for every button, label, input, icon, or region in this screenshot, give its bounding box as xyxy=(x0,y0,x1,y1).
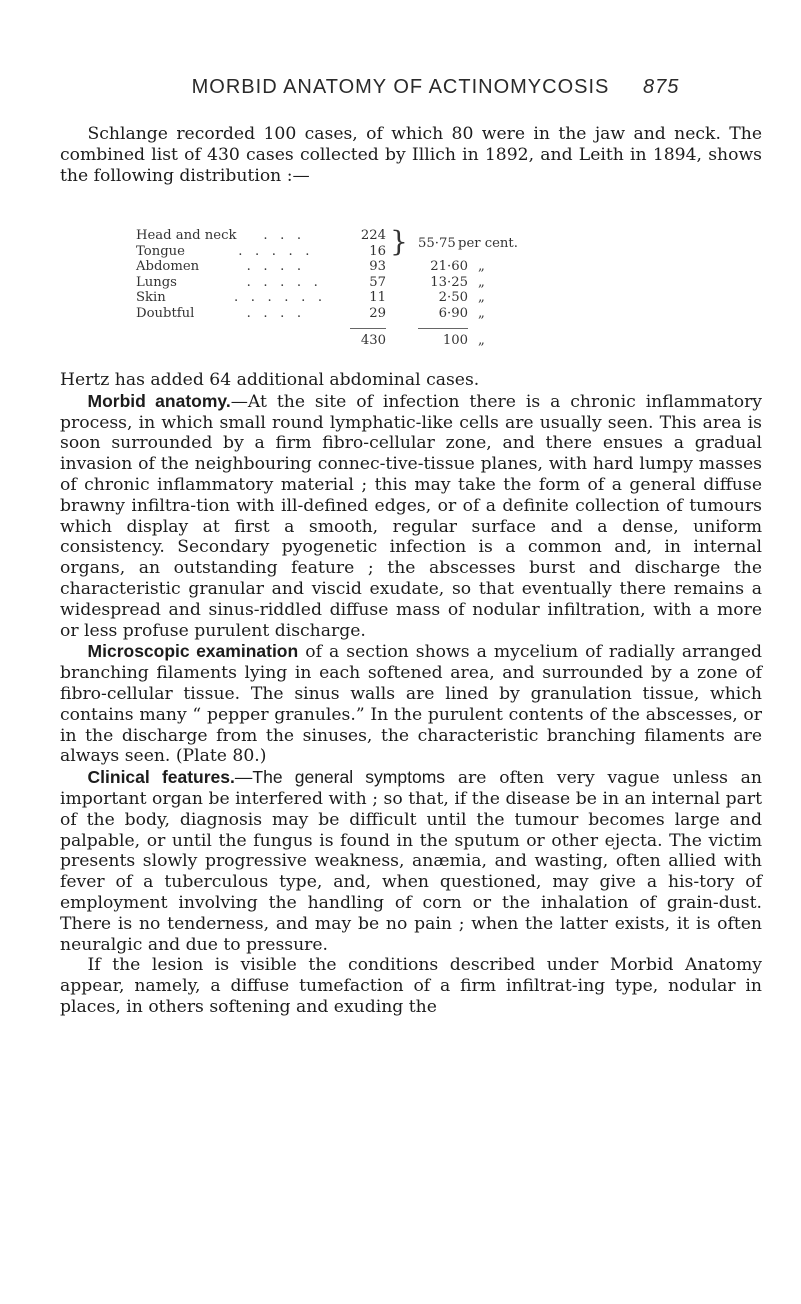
clinical-paragraph xyxy=(60,767,762,955)
paragraph-text: are often very vague unless an important organ be interfered with ; so that, if the disease be in an internal part of the body, diagnosis may be difficult until the tumour becomes large and palpable, or until the fungus is found in the sputum or other ejecta. The victim presents slowly progressive weakness, anæmia, and wasting, often allied with fever of a tuberculous type, and, when questioned, may give a his-tory of employment involving the handling of corn or the inhalation of grain-dust. There is no tenderness, and may be no pain ; when the latter exists, it is often neuralgic and due to pressure. xyxy=(60,768,762,955)
hertz-note: Hertz has added 64 additional abdominal cases. xyxy=(60,370,480,390)
combined-percent: 55·75 xyxy=(418,235,456,251)
leader-dots: . . . . . . xyxy=(234,290,323,306)
total-count: 430 xyxy=(360,332,386,348)
row-label: Skin xyxy=(136,290,166,306)
running-header xyxy=(0,76,801,99)
leader-dots: . . . . xyxy=(234,305,302,321)
row-label: Tongue xyxy=(136,243,185,259)
row-unit: „ xyxy=(478,305,485,321)
row-count: 11 xyxy=(369,290,386,306)
row-percent: 2·50 xyxy=(438,290,468,306)
row-count: 16 xyxy=(369,243,386,259)
row-count: 57 xyxy=(369,274,386,290)
section-heading: Microscopic examination xyxy=(87,641,299,662)
section-heading: Clinical features. xyxy=(87,767,235,788)
leader-dots: . . . xyxy=(234,228,302,243)
row-unit: „ xyxy=(478,259,485,275)
main-text xyxy=(60,370,762,1018)
row-label: Abdomen xyxy=(136,259,200,275)
section-lead: —The general symptoms xyxy=(234,767,446,788)
paragraph-text: —At the site of infection there is a chronic inflammatory process, in which small round lymphatic-like cells are usually seen. This area is soon surrounded by a firm fibro-cellular zone, and there ensues a gradual invasion of the neighbouring connec-tive-tissue planes, with hard lumpy masses of chronic inflammatory material ; this may take the form of a general diffuse brawny infiltra-tion with ill-defined edges, or of a definite collection of tumours which display at first a smooth, regular surface and a dense, uniform consistency. Secondary pyogenetic infection is a common and, in internal organs, an outstanding feature ; the abscesses burst and discharge the characteristic granular and viscid exudate, so that eventually there remains a widespread and sinus-riddled diffuse mass of nodular infiltration, with a more or less profuse purulent discharge. xyxy=(60,391,762,641)
total-rule xyxy=(350,328,386,329)
morbid-anatomy-paragraph xyxy=(60,391,762,642)
row-count: 93 xyxy=(369,259,386,275)
row-count: 29 xyxy=(369,305,386,321)
row-unit: „ xyxy=(478,274,485,290)
total-unit: „ xyxy=(478,332,485,348)
leader-dots: . . . . xyxy=(234,259,302,275)
microscopic-paragraph xyxy=(60,641,762,767)
running-title: MORBID ANATOMY OF ACTINOMYCOSIS xyxy=(191,76,610,98)
row-percent: 13·25 xyxy=(430,274,468,290)
page-number: 875 xyxy=(643,76,680,98)
section-heading: Morbid anatomy. xyxy=(87,390,231,411)
intro-paragraph xyxy=(60,124,762,186)
brace-glyph: } xyxy=(390,225,408,258)
combined-unit: per cent. xyxy=(458,235,518,251)
row-percent: 21·60 xyxy=(430,259,468,275)
row-label: Lungs xyxy=(136,274,177,290)
total-rule xyxy=(418,328,468,329)
paragraph-text: of a section shows a mycelium of radially arranged branching filaments lying in each softened area, and surrounded by a zone of fibro-cellular tissue. The sinus walls are lined by granulation tissue, which contains many “ pepper granules.” In the purulent contents of the abscesses, or in the discharge from the sinuses, the characteristic branching filaments are always seen. (Plate 80.) xyxy=(60,642,762,767)
row-label: Head and neck xyxy=(136,228,237,243)
final-paragraph: If the lesion is visible the conditions described under Morbid Anatomy appear, namely, a diffuse tumefaction of a firm infiltrat-ing type, nodular in places, in others softening and exuding the xyxy=(60,955,762,1017)
intro-text: Schlange recorded 100 cases, of which 80 were in the jaw and neck. The combined list of 430 cases collected by Illich in 1892, and Leith in 1894, shows the following distribution :— xyxy=(60,124,762,186)
total-percent: 100 xyxy=(442,332,468,348)
row-unit: „ xyxy=(478,290,485,306)
row-count: 224 xyxy=(360,228,386,243)
row-label: Doubtful xyxy=(136,305,195,321)
leader-dots: . . . . . xyxy=(234,274,318,290)
row-percent: 6·90 xyxy=(438,305,468,321)
leader-dots: . . . . . xyxy=(234,243,310,259)
